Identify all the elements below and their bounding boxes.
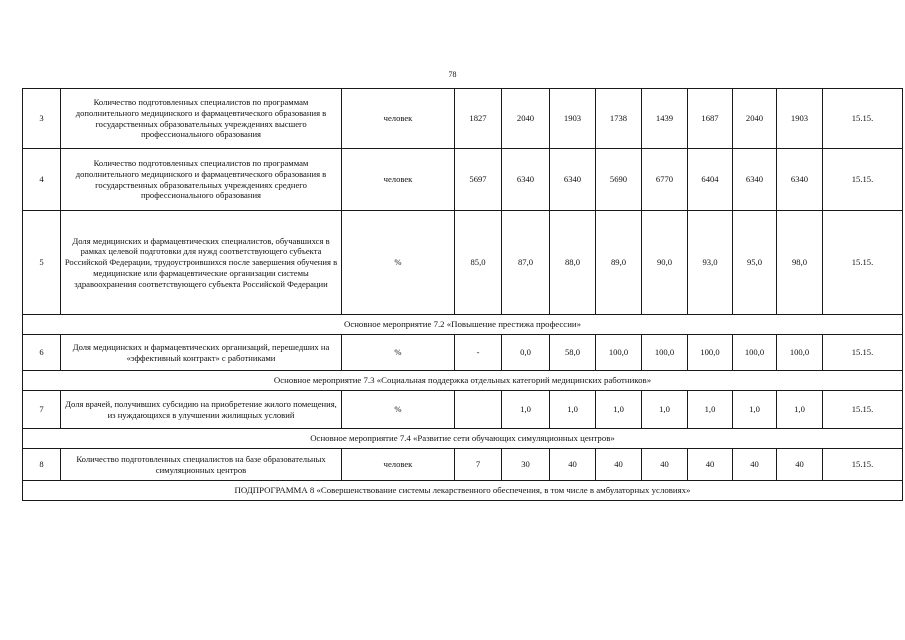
unit-cell: человек bbox=[342, 149, 455, 211]
reference-cell: 15.15. bbox=[823, 335, 903, 371]
indicator-description: Доля врачей, получивших субсидию на приобретение жилого помещения, из нуждающихся в улучшении жилищных условий bbox=[61, 391, 342, 429]
table-row bbox=[23, 211, 903, 315]
section-title: ПОДПРОГРАММА 8 «Совершенствование системы лекарственного обеспечения, в том числе в амбулаторных условиях» bbox=[23, 481, 903, 501]
value-cell: 6340 bbox=[550, 149, 596, 211]
value-cell: 89,0 bbox=[596, 211, 642, 315]
page-number: 78 bbox=[448, 70, 457, 79]
value-cell: 1903 bbox=[777, 89, 823, 149]
value-cell: 1,0 bbox=[733, 391, 777, 429]
value-cell: 95,0 bbox=[733, 211, 777, 315]
row-number: 7 bbox=[23, 391, 61, 429]
value-cell: 7 bbox=[455, 449, 502, 481]
value-cell: 93,0 bbox=[688, 211, 733, 315]
value-cell: 1,0 bbox=[642, 391, 688, 429]
value-cell: 1687 bbox=[688, 89, 733, 149]
value-cell bbox=[455, 391, 502, 429]
value-cell: 40 bbox=[550, 449, 596, 481]
value-cell: 40 bbox=[596, 449, 642, 481]
reference-cell: 15.15. bbox=[823, 391, 903, 429]
value-cell: 1827 bbox=[455, 89, 502, 149]
value-cell: 87,0 bbox=[502, 211, 550, 315]
indicator-description: Количество подготовленных специалистов по программам дополнительного медицинского и фармацевтического образования в государственных образовательных учреждениях среднего профессионального образования bbox=[61, 149, 342, 211]
section-row bbox=[23, 315, 903, 335]
value-cell: 6340 bbox=[777, 149, 823, 211]
indicator-description: Количество подготовленных специалистов по программам дополнительного медицинского и фармацевтического образования в государственных образовательных учреждениях высшего профессионального образования bbox=[61, 89, 342, 149]
indicator-description: Доля медицинских и фармацевтических специалистов, обучавшихся в рамках целевой подготовки для нужд соответствующего субъекта Российской Федерации, трудоустроившихся после завершения обучения в медицинские или фармацевтические организации системы здравоохранения соответствующего субъекта Российской Федерации bbox=[61, 211, 342, 315]
reference-cell: 15.15. bbox=[823, 449, 903, 481]
reference-cell: 15.15. bbox=[823, 149, 903, 211]
value-cell: 1,0 bbox=[596, 391, 642, 429]
value-cell: 1738 bbox=[596, 89, 642, 149]
value-cell: 6770 bbox=[642, 149, 688, 211]
value-cell: 58,0 bbox=[550, 335, 596, 371]
table-row bbox=[23, 449, 903, 481]
indicator-description: Доля медицинских и фармацевтических организаций, перешедших на «эффективный контракт» с работниками bbox=[61, 335, 342, 371]
value-cell: 5690 bbox=[596, 149, 642, 211]
value-cell: 90,0 bbox=[642, 211, 688, 315]
value-cell: 0,0 bbox=[502, 335, 550, 371]
value-cell: 6340 bbox=[733, 149, 777, 211]
value-cell: 100,0 bbox=[733, 335, 777, 371]
indicators-table bbox=[22, 88, 903, 501]
value-cell: 5697 bbox=[455, 149, 502, 211]
row-number: 6 bbox=[23, 335, 61, 371]
value-cell: 85,0 bbox=[455, 211, 502, 315]
value-cell: 2040 bbox=[733, 89, 777, 149]
section-title: Основное мероприятие 7.2 «Повышение престижа профессии» bbox=[23, 315, 903, 335]
value-cell: 100,0 bbox=[777, 335, 823, 371]
row-number: 5 bbox=[23, 211, 61, 315]
row-number: 3 bbox=[23, 89, 61, 149]
table-row bbox=[23, 335, 903, 371]
table-row bbox=[23, 149, 903, 211]
unit-cell: человек bbox=[342, 449, 455, 481]
reference-cell: 15.15. bbox=[823, 211, 903, 315]
row-number: 8 bbox=[23, 449, 61, 481]
value-cell: 1,0 bbox=[502, 391, 550, 429]
table-row bbox=[23, 89, 903, 149]
value-cell: 100,0 bbox=[642, 335, 688, 371]
section-row bbox=[23, 481, 903, 501]
value-cell: 6404 bbox=[688, 149, 733, 211]
value-cell: 1903 bbox=[550, 89, 596, 149]
value-cell: 40 bbox=[777, 449, 823, 481]
reference-cell: 15.15. bbox=[823, 89, 903, 149]
section-title: Основное мероприятие 7.4 «Развитие сети обучающих симуляционных центров» bbox=[23, 429, 903, 449]
table-row bbox=[23, 391, 903, 429]
value-cell: 1,0 bbox=[777, 391, 823, 429]
section-row bbox=[23, 429, 903, 449]
section-title: Основное мероприятие 7.3 «Социальная поддержка отдельных категорий медицинских работников» bbox=[23, 371, 903, 391]
table-body bbox=[23, 89, 903, 501]
value-cell: 1,0 bbox=[550, 391, 596, 429]
value-cell: 100,0 bbox=[688, 335, 733, 371]
value-cell: 30 bbox=[502, 449, 550, 481]
value-cell: 100,0 bbox=[596, 335, 642, 371]
unit-cell: % bbox=[342, 211, 455, 315]
value-cell: 40 bbox=[688, 449, 733, 481]
row-number: 4 bbox=[23, 149, 61, 211]
value-cell: 6340 bbox=[502, 149, 550, 211]
unit-cell: % bbox=[342, 335, 455, 371]
value-cell: - bbox=[455, 335, 502, 371]
section-row bbox=[23, 371, 903, 391]
value-cell: 1439 bbox=[642, 89, 688, 149]
indicator-description: Количество подготовленных специалистов на базе образовательных симуляционных центров bbox=[61, 449, 342, 481]
value-cell: 1,0 bbox=[688, 391, 733, 429]
value-cell: 40 bbox=[733, 449, 777, 481]
unit-cell: человек bbox=[342, 89, 455, 149]
value-cell: 2040 bbox=[502, 89, 550, 149]
value-cell: 98,0 bbox=[777, 211, 823, 315]
value-cell: 88,0 bbox=[550, 211, 596, 315]
unit-cell: % bbox=[342, 391, 455, 429]
value-cell: 40 bbox=[642, 449, 688, 481]
